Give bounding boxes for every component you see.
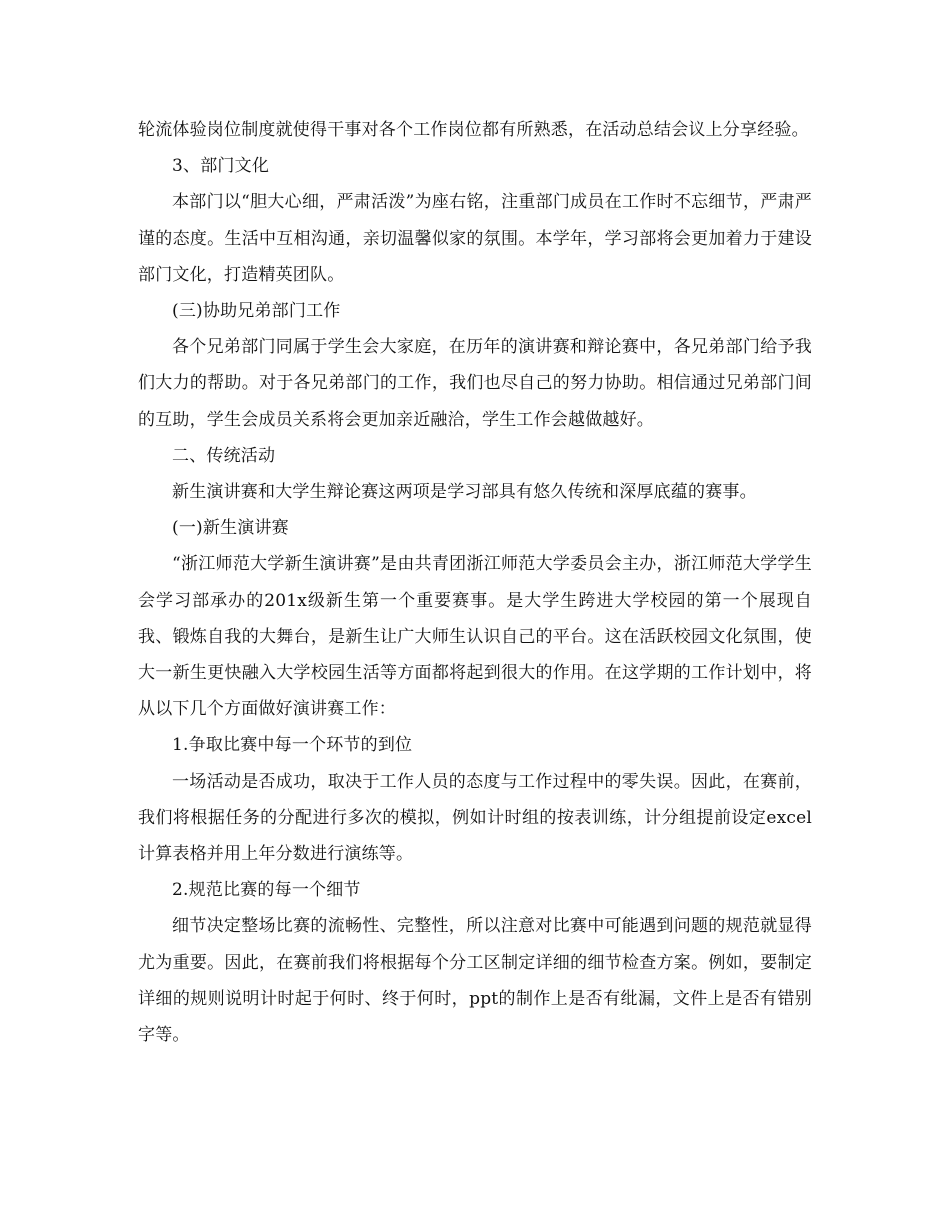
- heading-freshman-speech-contest: (一)新生演讲赛: [172, 518, 289, 539]
- paragraph-freshman-speech-contest: “浙江师范大学新生演讲赛”是由共青团浙江师范大学委员会主办，浙江师范大学学生会学习部承办的201x级新生第一个重要赛事。是大学生跨进大学校园的第一个展现自我、锻炼自我的大舞台，是新生让广大师生认识自己的平台。这在活跃校园文化氛围，使大一新生更快融入大学校园生活等方面都将起到很大的作用。在这学期的工作计划中，将从以下几个方面做好演讲赛工作：: [138, 554, 812, 720]
- paragraph-department-culture: 本部门以“胆大心细，严肃活泼”为座右铭，注重部门成员在工作时不忘细节，严肃严谨的态度。生活中互相沟通，亲切温馨似家的氛围。本学年，学习部将会更加着力于建设部门文化，打造精英团队。: [138, 192, 812, 285]
- heading-department-culture: 3、部门文化: [172, 156, 270, 177]
- paragraph-continuation: 轮流体验岗位制度就使得干事对各个工作岗位都有所熟悉，在活动总结会议上分享经验。: [138, 120, 809, 140]
- heading-traditional-activities: 二、传统活动: [172, 445, 276, 466]
- paragraph-every-step: 一场活动是否成功，取决于工作人员的态度与工作过程中的零失误。因此，在赛前，我们将根据任务的分配进行多次的模拟，例如计时组的按表训练，计分组提前设定excel计算表格并用上年分数进行演练等。: [138, 771, 812, 865]
- heading-assist-departments: (三)协助兄弟部门工作: [172, 301, 341, 322]
- paragraph-assist-departments: 各个兄弟部门同属于学生会大家庭，在历年的演讲赛和辩论赛中，各兄弟部门给予我们大力的帮助。对于各兄弟部门的工作，我们也尽自己的努力协助。相信通过兄弟部门间的互助，学生会成员关系将会更加亲近融洽，学生工作会越做越好。: [138, 337, 812, 430]
- heading-every-detail: 2.规范比赛的每一个细节: [172, 880, 361, 901]
- document-body: [138, 112, 812, 1053]
- heading-every-step: 1.争取比赛中每一个环节的到位: [172, 735, 413, 756]
- paragraph-traditional-activities: 新生演讲赛和大学生辩论赛这两项是学习部具有悠久传统和深厚底蕴的赛事。: [172, 482, 757, 503]
- paragraph-every-detail: 细节决定整场比赛的流畅性、完整性，所以注意对比赛中可能遇到问题的规范就显得尤为重要。因此，在赛前我们将根据每个分工区制定详细的细节检查方案。例如，要制定详细的规则说明计时起于何时、终于何时，ppt的制作上是否有纰漏，文件上是否有错别字等。: [138, 916, 812, 1046]
